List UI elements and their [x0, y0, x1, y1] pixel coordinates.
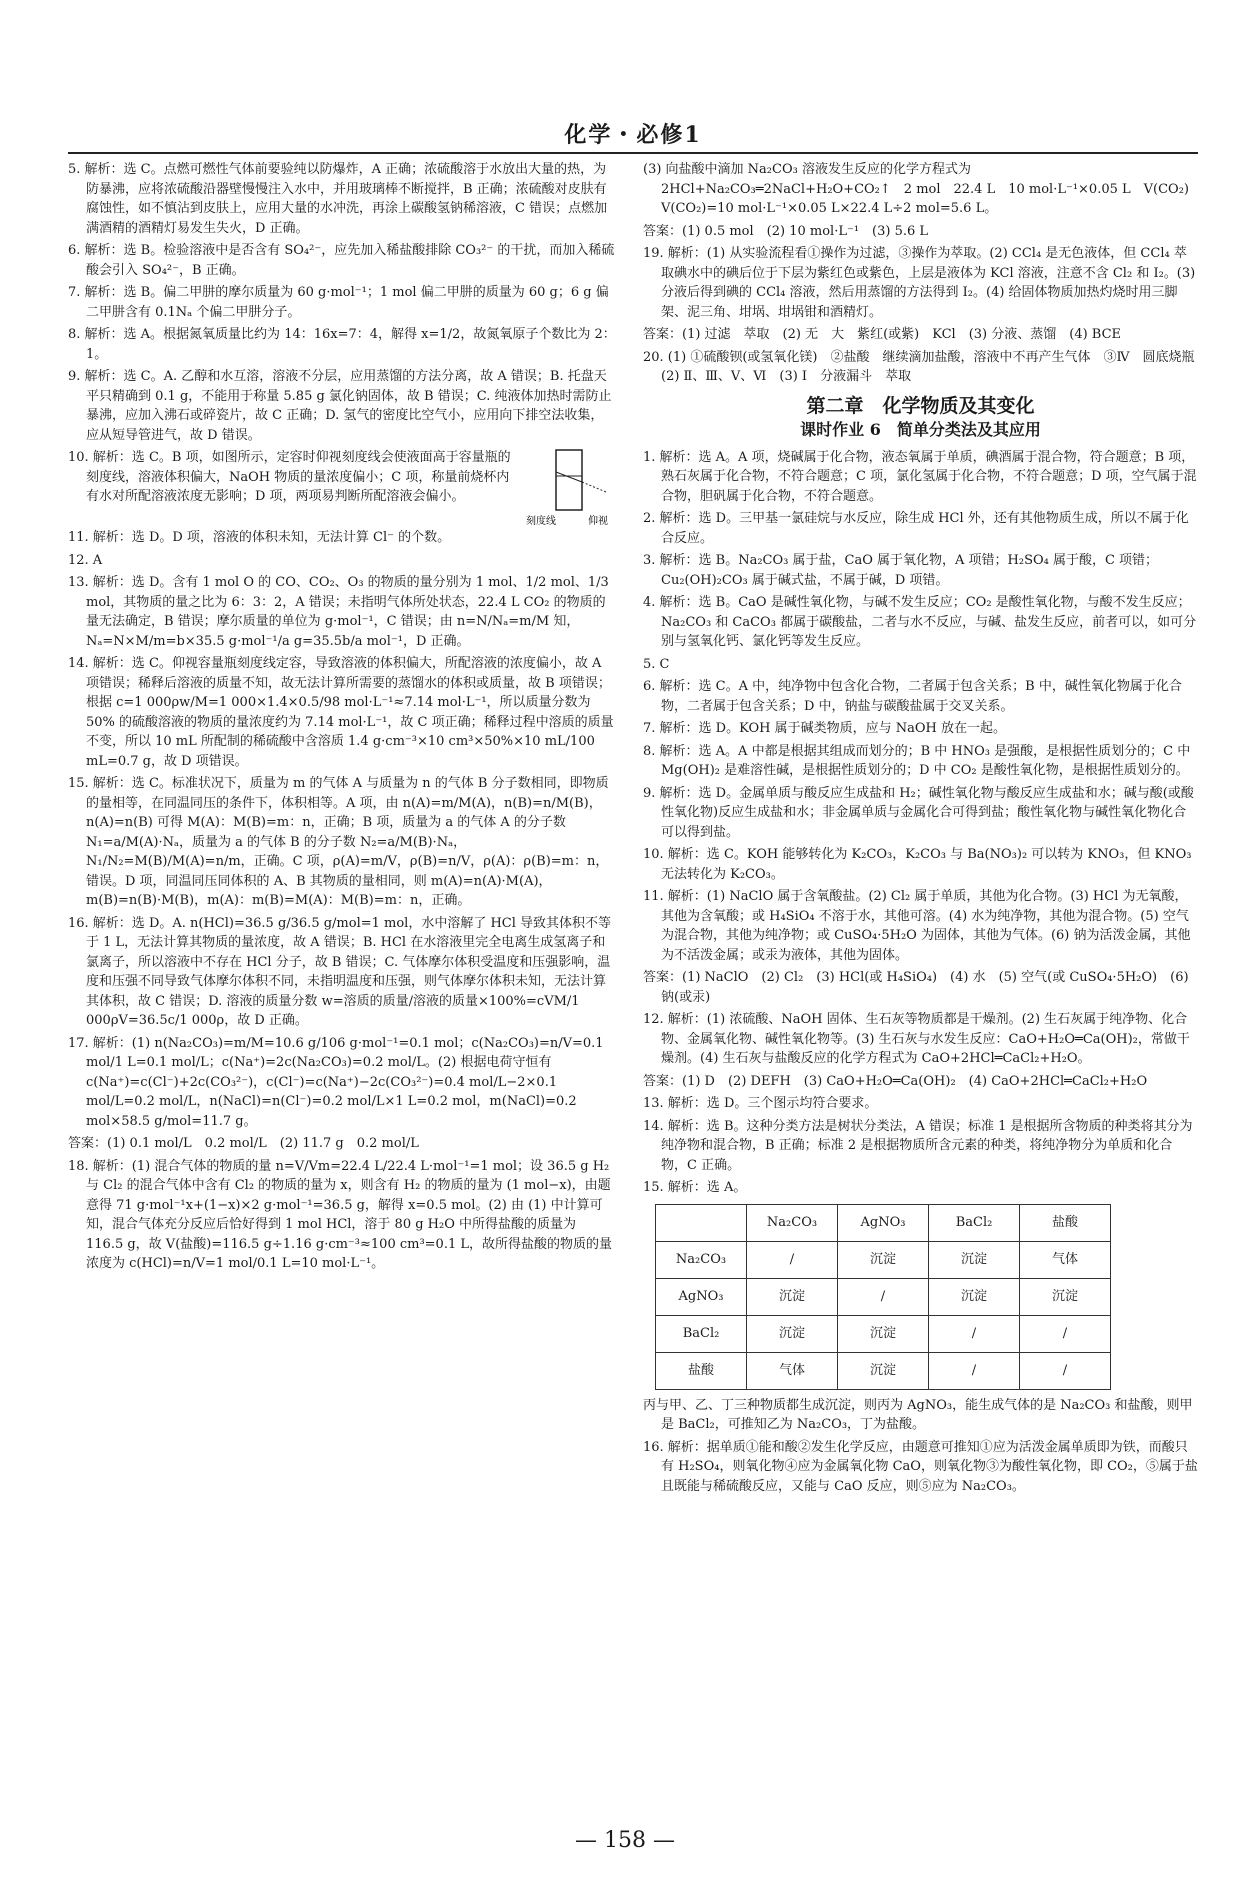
answer-c2-10: 10. 解析：选 C。KOH 能够转化为 K₂CO₃，K₂CO₃ 与 Ba(NO₃)₂ 可以转为 KNO₃，但 KNO₃ 无法转化为 K₂CO₃。	[643, 847, 1192, 882]
table-cell: 沉淀	[838, 1241, 929, 1278]
table-cell: 盐酸	[1020, 1204, 1111, 1241]
answer-c2-13: 13. 解析：选 D。三个图示均符合要求。	[643, 1096, 878, 1111]
answer-20: 20. (1) ①硫酸钡(或氢氧化镁) ②盐酸 继续滴加盐酸，溶液中不再产生气体 ③Ⅳ 圆底烧瓶 (2) Ⅱ、Ⅲ、Ⅴ、Ⅵ (3) Ⅰ 分液漏斗 萃取	[643, 349, 1208, 384]
answer-19: 19. 解析：(1) 从实验流程看①操作为过滤，③操作为萃取。(2) CCl₄ 是无色液体，但 CCl₄ 萃取碘水中的碘后位于下层为紫红色或紫色，上层是液体为 KCl 溶液，注意不含 Cl₂ 和 I₂。(3) 分液后得到碘的 CCl₄ 溶液，然后用蒸馏的方法得到 I₂。(4) 给固体物质加热灼烧时用三脚架、泥三角、坩埚、坩埚钳和酒精灯。	[643, 246, 1196, 320]
table-row	[656, 1204, 1111, 1241]
answer-c2-11: 11. 解析：(1) NaClO 属于含氧酸盐。(2) Cl₂ 属于单质，其他为化合物。(3) HCl 为无氧酸，其他为含氧酸；或 H₄SiO₄ 不溶于水，其他可溶。(4) 水为纯净物，其他为混合物。(5) 空气为混合物，其他为纯净物；或 CuSO₄·5H₂O 为固体，其他为气体。(6) 钠为活泼金属，其他为不活泼金属；或汞为液体，其他为固体。	[643, 889, 1191, 963]
answer-c2-11-key: 答案：(1) NaClO (2) Cl₂ (3) HCl(或 H₄SiO₄) (4) 水 (5) 空气(或 CuSO₄·5H₂O) (6) 钠(或汞)	[643, 970, 1189, 1005]
answer-8: 8. 解析：选 A。根据氮氧质量比约为 14：16x=7：4，解得 x=1/2，故氮氧原子个数比为 2：1。	[68, 327, 616, 362]
answer-18-cont: (3) 向盐酸中滴加 Na₂CO₃ 溶液发生反应的化学方程式为 2HCl+Na₂CO₃═2NaCl+H₂O+CO₂↑ 2 mol 22.4 L 10 mol·L⁻¹×0.05 L V(CO₂) V(CO₂)=10 mol·L⁻¹×0.05 L×22.4 L÷2 mol=5.6 L。	[643, 162, 1203, 216]
figure-label-mark: 刻度线	[526, 516, 556, 527]
answer-15: 15. 解析：选 C。标准状况下，质量为 m 的气体 A 与质量为 n 的气体 B 分子数相同，即物质的量相等，在同温同压的条件下，体积相等。A 项，由 n(A)=m/M(A)，n(B)=n/M(B)，n(A)=n(B) 可得 M(A)：M(B)=m：n，正确；B 项，质量为 a 的气体 A 的分子数 N₁=a/M(A)·Nₐ，质量为 a 的气体 B 的分子数 N₂=a/M(B)·Nₐ，N₁/N₂=M(B)/M(A)=n/m，正确。C 项，ρ(A)=m/V，ρ(B)=n/V，ρ(A)：ρ(B)=m：n，错误。D 项，同温同压同体积的 A、B 其物质的量相同，则 m(A)=n(A)·M(A)，m(B)=n(B)·M(B)，m(A)：m(B)=M(A)：M(B)=m：n，正确。	[68, 776, 609, 908]
table-cell: /	[747, 1241, 838, 1278]
table-cell: /	[838, 1278, 929, 1315]
answer-7: 7. 解析：选 B。偏二甲肼的摩尔质量为 60 g·mol⁻¹；1 mol 偏二甲肼的质量为 60 g；6 g 偏二甲肼含有 0.1Nₐ 个偏二甲肼分子。	[68, 285, 609, 320]
answer-c2-8: 8. 解析：选 A。A 中都是根据其组成而划分的；B 中 HNO₃ 是强酸，是根据性质划分的；C 中 Mg(OH)₂ 是难溶性碱，是根据性质划分的；D 中 CO₂ 是酸性氧化物，是根据性质划分的。	[643, 743, 1191, 778]
table-cell: 沉淀	[929, 1278, 1020, 1315]
table-row	[656, 1315, 1111, 1352]
header-title: 化学・必修1	[564, 122, 702, 148]
table-cell: 沉淀	[838, 1315, 929, 1352]
answer-c2-12: 12. 解析：(1) 浓硫酸、NaOH 固体、生石灰等物质都是干燥剂。(2) 生石灰属于纯净物、化合物、金属氧化物、碱性氧化物等。(3) 生石灰与水发生反应：CaO+H₂O═Ca(OH)₂，常做干燥剂。(4) 生石灰与盐酸反应的化学方程式为 CaO+2HCl═CaCl₂+H₂O。	[643, 1012, 1190, 1066]
answer-c2-2: 2. 解析：选 D。三甲基一氯硅烷与水反应，除生成 HCl 外，还有其他物质生成，所以不属于化合反应。	[643, 511, 1189, 546]
answer-c2-1: 1. 解析：选 A。A 项，烧碱属于化合物，液态氧属于单质，碘酒属于混合物，符合题意；B 项，熟石灰属于化合物，不符合题意；C 项，氯化氢属于化合物，不符合题意；D 项，空气属于混合物，胆矾属于化合物，不符合题意。	[643, 449, 1197, 504]
answer-c2-7: 7. 解析：选 D。KOH 属于碱类物质，应与 NaOH 放在一起。	[643, 721, 1006, 736]
table-cell: AgNO₃	[656, 1278, 747, 1315]
answer-c2-5: 5. C	[643, 656, 670, 672]
answer-16: 16. 解析：选 D。A. n(HCl)=36.5 g/36.5 g/mol=1 mol，水中溶解了 HCl 导致其体积不等于 1 L，无法计算其物质的量浓度，故 A 错误；B. HCl 在水溶液里完全电离生成氢离子和氯离子，所以溶液中不存在 HCl 分子，故 B 错误；C. 气体摩尔体积受温度和压强影响，温度和压强不同导致气体摩尔体积不同，未指明温度和压强，则气体摩尔体积未知，无法计算其体积，故 C 错误；D. 溶液的质量分数 w=溶质的质量/溶液的质量×100%=cVM/1 000ρV=36.5c/1 000ρ，故 D 正确。	[68, 915, 612, 1028]
answer-c2-15: 15. 解析：选 A。	[643, 1180, 747, 1195]
table-cell: Na₂CO₃	[747, 1204, 838, 1241]
answer-c2-14: 14. 解析：选 B。这种分类方法是树状分类法，A 错误；标准 1 是根据所含物质的种类将其分为纯净物和混合物，B 正确；标准 2 是根据物质所含元素的种类，将纯净物分为单质和化合物，C 正确。	[643, 1118, 1193, 1173]
answer-19-key: 答案：(1) 过滤 萃取 (2) 无 大 紫红(或紫) KCl (3) 分液、蒸馏 (4) BCE	[643, 327, 1122, 342]
page-number: — 158 —	[575, 1828, 675, 1853]
answer-c2-4: 4. 解析：选 B。CaO 是碱性氧化物，与碱不发生反应；CO₂ 是酸性氧化物，与酸不发生反应；Na₂CO₃ 和 CaCO₃ 都属于碳酸盐，二者与水不反应，与碱、盐发生反应，前者可以，如可分别与氢氧化钙、氯化钙等发生反应。	[643, 595, 1197, 649]
answer-c2-9: 9. 解析：选 D。金属单质与酸反应生成盐和 H₂；碱性氧化物与酸反应生成盐和水；碱与酸(或酸性氧化物)反应生成盐和水；非金属单质与金属化合可得到盐；酸性氧化物与碱性氧化物化合可以得到盐。	[643, 785, 1194, 840]
table-cell: Na₂CO₃	[656, 1241, 747, 1278]
volumetric-flask-figure	[526, 448, 616, 528]
right-column	[643, 160, 1208, 1499]
table-row	[656, 1352, 1111, 1389]
answer-6: 6. 解析：选 B。检验溶液中是否含有 SO₄²⁻，应先加入稀盐酸排除 CO₃²⁻ 的干扰，而加入稀硫酸会引入 SO₄²⁻，B 正确。	[68, 243, 615, 278]
answer-12: 12. A	[68, 552, 103, 568]
answer-11: 11. 解析：选 D。D 项，溶液的体积未知，无法计算 Cl⁻ 的个数。	[68, 530, 451, 545]
answer-18: 18. 解析：(1) 混合气体的物质的量 n=V/Vm=22.4 L/22.4 L·mol⁻¹=1 mol；设 36.5 g H₂ 与 Cl₂ 的混合气体中含有 Cl₂ 的物质的量为 x，则含有 H₂ 的物质的量为 (1 mol−x)，由题意得 71 g·mol⁻¹x+(1−x)×2 g·mol⁻¹=36.5 g，解得 x=0.5 mol。(2) 由 (1) 中计算可知，混合气体充分反应后恰好得到 1 mol HCl，溶于 80 g H₂O 中所得盐酸的质量为 116.5 g，故 V(盐酸)=116.5 g÷1.16 g·cm⁻³≈100 cm³=0.1 L，故所得盐酸的物质的量浓度为 c(HCl)=n/V=1 mol/0.1 L=10 mol·L⁻¹。	[68, 1158, 612, 1271]
table-cell: 气体	[747, 1352, 838, 1389]
table-cell	[656, 1204, 747, 1241]
table-row	[656, 1278, 1111, 1315]
answer-9: 9. 解析：选 C。A. 乙醇和水互溶，溶液不分层，应用蒸馏的方法分离，故 A 错误；B. 托盘天平只精确到 0.1 g，不能用于称量 5.85 g 氯化钠固体，故 B 错误；C. 纯液体加热时需防止暴沸，应加入沸石或碎瓷片，故 C 正确；D. 氢气的密度比空气小，应用向下排空法收集，应从短导管进气，故 D 错误。	[68, 369, 612, 443]
table-cell: BaCl₂	[656, 1315, 747, 1352]
reaction-table	[655, 1204, 1111, 1390]
answer-10: 10. 解析：选 C。B 项，如图所示，定容时仰视刻度线会使液面高于容量瓶的刻度线，溶液体积偏大，NaOH 物质的量浓度偏小；C 项，称量前烧杯内有水对所配溶液浓度无影响；D 项，两项易判断所配溶液会偏小。	[68, 450, 511, 504]
table-cell: 沉淀	[838, 1352, 929, 1389]
left-column	[68, 160, 616, 1277]
table-cell: 沉淀	[747, 1315, 838, 1352]
table-cell: 沉淀	[929, 1241, 1020, 1278]
table-cell: 沉淀	[747, 1278, 838, 1315]
table-cell: 气体	[1020, 1241, 1111, 1278]
answer-13: 13. 解析：选 D。含有 1 mol O 的 CO、CO₂、O₃ 的物质的量分别为 1 mol、1/2 mol、1/3 mol，其物质的量之比为 6：3：2，A 错误；未指明气体所处状态，22.4 L CO₂ 的物质的量无法确定，B 错误；摩尔质量的单位为 g·mol⁻¹，C 错误；由 n=N/Nₐ=m/M 知，Nₐ=N×M/m=b×35.5 g·mol⁻¹/a g=35.5b/a mol⁻¹，D 正确。	[68, 575, 609, 649]
chapter-title: 第二章 化学物质及其变化	[806, 394, 1035, 417]
lesson-title: 课时作业 6 简单分类法及其应用	[800, 420, 1041, 439]
answer-17-key: 答案：(1) 0.1 mol/L 0.2 mol/L (2) 11.7 g 0.2 mol/L	[68, 1136, 419, 1151]
answer-18-key: 答案：(1) 0.5 mol (2) 10 mol·L⁻¹ (3) 5.6 L	[643, 223, 929, 239]
table-cell: /	[1020, 1352, 1111, 1389]
table-cell: /	[929, 1315, 1020, 1352]
table-cell: /	[1020, 1315, 1111, 1352]
answer-c2-12-key: 答案：(1) D (2) DEFH (3) CaO+H₂O═Ca(OH)₂ (4) CaO+2HCl═CaCl₂+H₂O	[643, 1073, 1148, 1089]
answer-c2-6: 6. 解析：选 C。A 中，纯净物中包含化合物，二者属于包含关系；B 中，碱性氧化物属于化合物，二者属于包含关系；D 中，钠盐与碳酸盐属于交叉关系。	[643, 679, 1182, 714]
table-cell: BaCl₂	[929, 1204, 1020, 1241]
table-cell: 沉淀	[1020, 1278, 1111, 1315]
answer-17: 17. 解析：(1) n(Na₂CO₃)=m/M=10.6 g/106 g·mol⁻¹=0.1 mol；c(Na₂CO₃)=n/V=0.1 mol/1 L=0.1 mol/L；c(Na⁺)=2c(Na₂CO₃)=0.2 mol/L。(2) 根据电荷守恒有 c(Na⁺)=c(Cl⁻)+2c(CO₃²⁻)，c(Cl⁻)=c(Na⁺)−2c(CO₃²⁻)=0.4 mol/L−2×0.1 mol/L=0.2 mol/L，n(NaCl)=n(Cl⁻)=0.2 mol/L×1 L=0.2 mol，m(NaCl)=0.2 mol×58.5 g/mol=11.7 g。	[68, 1035, 604, 1129]
answer-c2-16: 16. 解析：据单质①能和酸②发生化学反应，由题意可推知①应为活泼金属单质即为铁，而酸只有 H₂SO₄，则氧化物④应为金属氧化物 CaO，则氧化物③为酸性氧化物，即 CO₂，⑤属于盐且既能与稀硫酸反应，又能与 CaO 反应，则⑤应为 Na₂CO₃。	[643, 1439, 1198, 1494]
page-header	[68, 118, 1198, 148]
table-cell: AgNO₃	[838, 1204, 929, 1241]
figure-label-view: 仰视	[588, 516, 608, 527]
answer-5: 5. 解析：选 C。点燃可燃性气体前要验纯以防爆炸，A 正确；浓硫酸溶于水放出大量的热，为防暴沸，应将浓硫酸沿器壁慢慢注入水中，并用玻璃棒不断搅拌，B 正确；浓硫酸对皮肤有腐蚀性，如不慎沾到皮肤上，应用大量的水冲洗，再涂上碳酸氢钠稀溶液，C 错误；点燃加满酒精的酒精灯易发生失火，D 正确。	[68, 162, 608, 236]
answer-c2-15-cont: 丙与甲、乙、丁三种物质都生成沉淀，则丙为 AgNO₃，能生成气体的是 Na₂CO₃ 和盐酸，则甲是 BaCl₂，可推知乙为 Na₂CO₃，丁为盐酸。	[643, 1397, 1193, 1432]
table-cell: /	[929, 1352, 1020, 1389]
answer-10-block	[68, 448, 616, 528]
answer-14: 14. 解析：选 C。仰视容量瓶刻度线定容，导致溶液的体积偏大，所配溶液的浓度偏小，故 A 项错误；稀释后溶液的质量不知，故无法计算所需要的蒸馏水的体积或质量，故 B 项错误；根据 c=1 000ρw/M=1 000×1.4×0.5/98 mol·L⁻¹≈7.14 mol·L⁻¹，所以质量分数为 50% 的硫酸溶液的物质的量浓度约为 7.14 mol·L⁻¹，故 C 项正确；稀释过程中溶质的质量不变，所以 10 mL 所配制的稀硫酸中含溶质 1.4 g·cm⁻³×10 cm³×50%×10 mL/100 mL=0.7 g，故 D 项错误。	[68, 656, 614, 769]
table-cell: 盐酸	[656, 1352, 747, 1389]
answer-c2-3: 3. 解析：选 B。Na₂CO₃ 属于盐，CaO 属于氧化物，A 项错；H₂SO₄ 属于酸，C 项错；Cu₂(OH)₂CO₃ 属于碱式盐，不属于碱，D 项错。	[643, 553, 1159, 588]
table-row	[656, 1241, 1111, 1278]
header-rule	[68, 152, 1198, 154]
